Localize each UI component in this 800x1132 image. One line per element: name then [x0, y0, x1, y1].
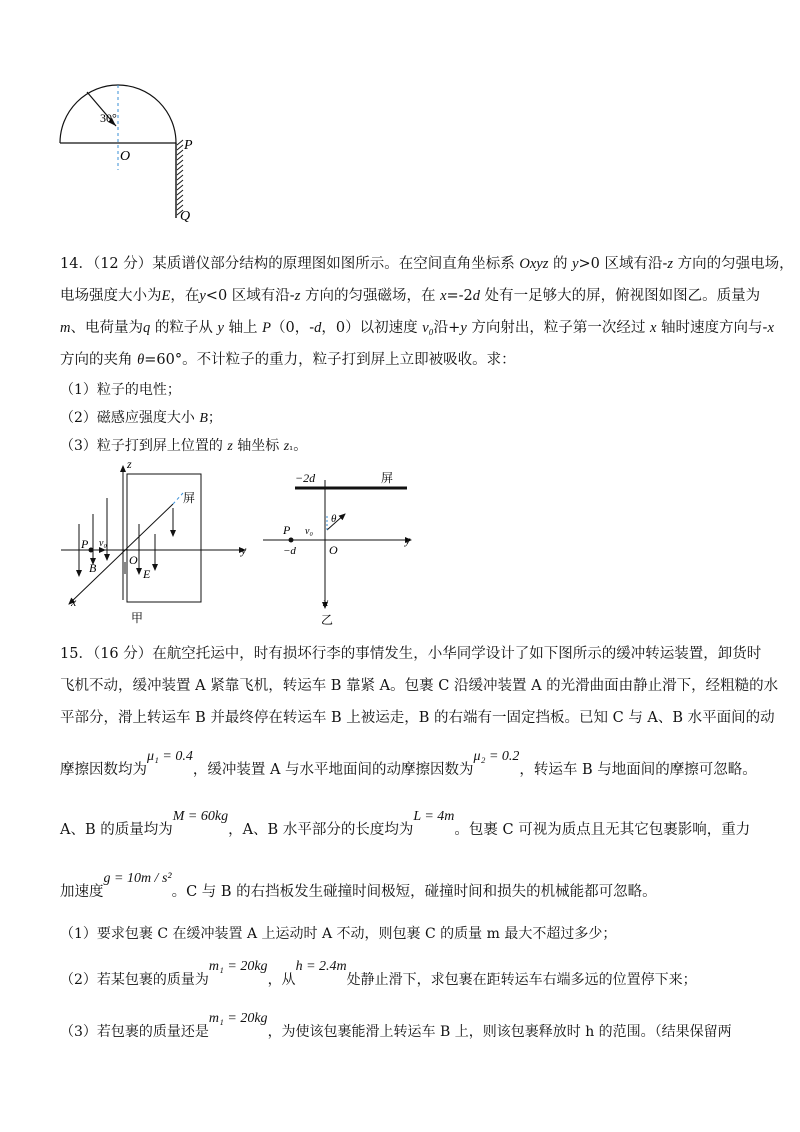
x-axis-label: x	[71, 595, 77, 609]
caption-yi: 乙	[321, 613, 334, 627]
x-axis-label: x	[323, 595, 329, 609]
figure-yi	[255, 460, 425, 630]
caption-jia: 甲	[131, 611, 144, 625]
q15-sub2: （2）若某包裹的质量为m₁ = 20kg，从h = 2.4m处静止滑下，求包裹在距转运车右端多远的位置停下来；	[60, 959, 697, 988]
m1b-formula: m₁ = 20kg	[208, 1011, 268, 1026]
origin-label: O	[329, 543, 338, 557]
v0-label: v₀	[305, 526, 313, 537]
q14-line4: 方向的夹角 θ=60°。不计粒子的重力，粒子打到屏上立即被吸收。求：	[60, 352, 516, 368]
y-axis-label: y	[405, 533, 411, 547]
angle-label: 30°	[100, 111, 117, 125]
z-axis-label: z	[127, 460, 132, 471]
point-q-label: Q	[180, 209, 191, 224]
point-p-label: P	[184, 138, 193, 153]
theta-label: θ	[331, 513, 337, 525]
origin-label: O	[120, 149, 131, 164]
q15-sub1: （1）要求包裹 C 在缓冲装置 A 上运动时 A 不动，则包裹 C 的质量 m 最大不超过多少；	[60, 926, 617, 942]
p-label: P	[283, 523, 291, 537]
minus-d-label: −d	[283, 545, 296, 557]
v0-label: v₀	[99, 538, 107, 549]
origin-label: O	[129, 553, 138, 567]
q14-sub1: （1）粒子的电性；	[60, 382, 181, 398]
mu2-formula: μ₂ = 0.2	[473, 749, 520, 764]
q15-line1: 15．（16 分）在航空托运中，时有损坏行李的事情发生，小华同学设计了如下图所示的缓冲转运装置，卸货时	[60, 646, 762, 662]
q15-sub3: （3）若包裹的质量还是m₁ = 20kg，为使该包裹能滑上转运车 B 上，则该包裹释放时 h 的范围。（结果保留两	[60, 1011, 732, 1040]
screen-label: 屏	[183, 491, 196, 505]
m1-formula: m₁ = 20kg	[208, 959, 268, 974]
h-formula: h = 2.4m	[295, 959, 347, 974]
q14-sub2: （2）磁感应强度大小 B；	[60, 410, 222, 426]
q14-line1: 14．（12 分）某质谱仪部分结构的原理图如图所示。在空间直角坐标系 Oxyz 的 y>0 区域有沿-z 方向的匀强电场，	[60, 256, 794, 272]
semicircle-figure	[50, 70, 220, 230]
q15-line3: 平部分，滑上转运车 B 并最终停在转运车 B 上被运走，B 的右端有一固定挡板。已知 C 与 A、B 水平面间的动	[60, 710, 775, 726]
b-label: B	[89, 561, 97, 575]
p-label: P	[81, 537, 89, 551]
q15-line5: A、B 的质量均为M = 60kg，A、B 水平部分的长度均为L = 4m。包裹 C 可视为质点且无其它包裹影响，重力	[60, 809, 751, 838]
mass-formula: M = 60kg	[172, 809, 229, 824]
q14-line3: m、电荷量为q 的粒子从 y 轴上 P（0，-d，0）以初速度 v₀沿+y 方向射出，粒子第一次经过 x 轴时速度方向与-x	[60, 320, 774, 336]
y-axis-label: y	[241, 543, 247, 557]
q15-line4: 摩擦因数均为μ₁ = 0.4，缓冲装置 A 与水平地面间的动摩擦因数为μ₂ = 0.2，转运车 B 与地面间的摩擦可忽略。	[60, 749, 757, 778]
q14-line2: 电场强度大小为E，在y<0 区域有沿-z 方向的匀强磁场，在 x=-2d 处有一足够大的屏，俯视图如图乙。质量为	[60, 288, 761, 304]
gravity-formula: g = 10m / s²	[103, 871, 172, 886]
mu1-formula: μ₁ = 0.4	[147, 749, 193, 764]
q15-line6: 加速度g = 10m / s²。C 与 B 的右挡板发生碰撞时间极短，碰撞时间和损失的机械能都可忽略。	[60, 871, 657, 900]
figure-jia	[55, 460, 265, 630]
q14-sub3: （3）粒子打到屏上位置的 z 轴坐标 z₁。	[60, 438, 308, 454]
length-formula: L = 4m	[413, 809, 455, 824]
screen-label: 屏	[381, 471, 394, 485]
e-label: E	[143, 567, 151, 581]
q15-line2: 飞机不动，缓冲装置 A 紧靠飞机，转运车 B 靠紧 A。包裹 C 沿缓冲装置 A 的光滑曲面由静止滑下，经粗糙的水	[60, 678, 779, 694]
minus-2d-label: −2d	[295, 471, 316, 485]
